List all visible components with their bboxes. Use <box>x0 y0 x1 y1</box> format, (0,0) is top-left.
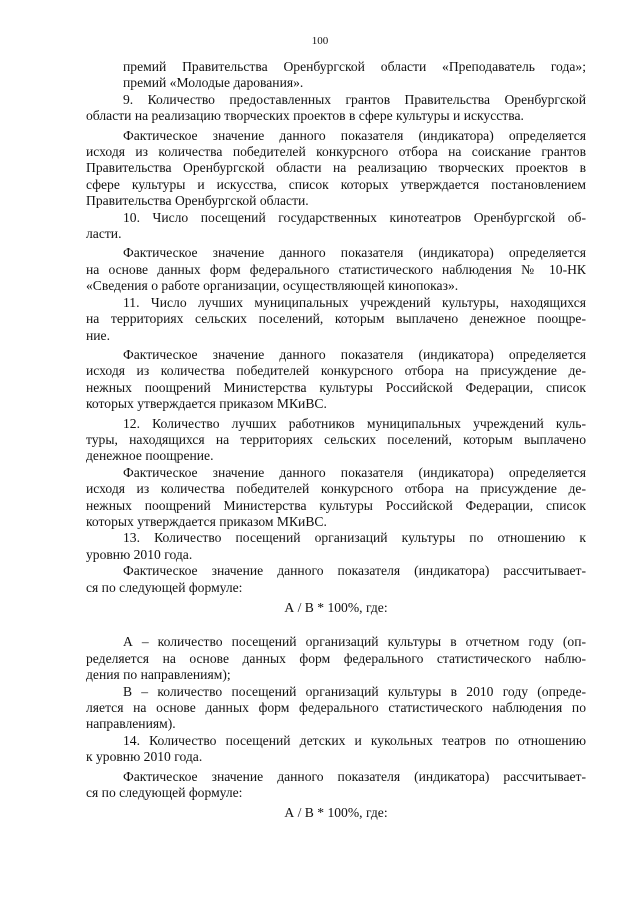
text-line: премий Правительства Оренбургской области «Преподаватель года»; <box>123 59 586 74</box>
paragraph <box>86 563 586 596</box>
text-line: исходя из количества победителей конкурсного отбора на присуждение де- <box>86 481 586 497</box>
text-line: 10. Число посещений государственных кинотеатров Оренбургской об- <box>123 209 586 225</box>
text-line: сфере культуры и искусства, список которых утверждается постановлением <box>86 176 586 192</box>
text-line: на территориях сельских поселений, которым выплачено денежное поощре- <box>86 311 586 327</box>
paragraph <box>86 347 586 413</box>
text-line: к уровню 2010 года. <box>86 749 203 765</box>
text-line: «Сведения о работе организации, осуществляющей кинопоказ». <box>86 278 459 294</box>
text-line: 9. Количество предоставленных грантов Правительства Оренбургской <box>123 91 586 107</box>
paragraph <box>86 684 586 733</box>
paragraph <box>86 128 586 210</box>
text-line: ляется на основе данных форм федерального статистического наблюдения по <box>86 700 586 716</box>
text-line: нежных поощрений Министерства культуры Российской Федерации, список <box>86 497 586 513</box>
text-line: Фактическое значение данного показателя (индикатора) определяется <box>123 245 586 261</box>
paragraph <box>86 245 586 294</box>
text-line: Правительства Оренбургской области. <box>86 193 309 209</box>
text-line: уровню 2010 года. <box>86 546 193 562</box>
text-line: области на реализацию творческих проектов в сфере культуры и искусства. <box>86 108 524 124</box>
text-line: Правительства Оренбургской области на реализацию творческих проектов в <box>86 160 586 176</box>
text-line: на основе данных форм федерального статистического наблюдения № 10-НК <box>86 261 586 277</box>
text-line: которых утверждается приказом МКиВС. <box>86 513 327 529</box>
paragraph <box>86 92 586 125</box>
paragraph <box>86 634 586 683</box>
text-line: направлениям). <box>86 716 176 732</box>
text-line: нежных поощрений Министерства культуры Российской Федерации, список <box>86 379 586 395</box>
text-line: которых утверждается приказом МКиВС. <box>86 396 327 412</box>
paragraph <box>86 295 586 344</box>
text-line: Фактическое значение данного показателя (индикатора) определяется <box>123 464 586 480</box>
text-line: денежное поощрение. <box>86 448 214 464</box>
text-line: 12. Количество лучших работников муниципальных учреждений куль- <box>123 415 586 431</box>
text-line: Фактическое значение данного показателя (индикатора) определяется <box>123 127 586 143</box>
formula: А / В * 100%, где: <box>284 805 388 821</box>
text-line: ся по следующей формуле: <box>86 785 243 801</box>
text-line: 14. Количество посещений детских и кукольных театров по отношению <box>123 732 586 748</box>
text-line: ся по следующей формуле: <box>86 579 243 595</box>
paragraph <box>86 59 586 92</box>
formula: А / В * 100%, где: <box>284 600 388 615</box>
text-line: ласти. <box>86 226 122 242</box>
text-line: премий «Молодые дарования». <box>123 75 304 91</box>
text-line: 11. Число лучших муниципальных учреждений культуры, находящихся <box>123 294 586 310</box>
text-line: Фактическое значение данного показателя (индикатора) определяется <box>123 346 586 362</box>
paragraph <box>86 465 586 531</box>
text-line: исходя из количества победителей конкурсного отбора на соискание грантов <box>86 144 586 160</box>
paragraph <box>86 733 586 766</box>
text-line: дения по направлениям); <box>86 667 231 683</box>
document-body <box>86 59 586 822</box>
paragraph <box>86 530 586 563</box>
paragraph <box>86 769 586 802</box>
text-line: ние. <box>86 327 110 343</box>
paragraph <box>86 416 586 465</box>
text-line: туры, находящихся на территориях сельских поселений, которым выплачено <box>86 431 586 447</box>
text-line: В – количество посещений организаций культуры в 2010 году (опреде- <box>123 683 586 699</box>
text-line: 13. Количество посещений организаций культуры по отношению к <box>123 530 586 546</box>
text-line: исходя из количества победителей конкурсного отбора на присуждение де- <box>86 363 586 379</box>
page-number: 100 <box>311 35 329 47</box>
text-line: Фактическое значение данного показателя (индикатора) рассчитывает- <box>123 768 586 784</box>
text-line: А – количество посещений организаций культуры в отчетном году (оп- <box>123 634 586 650</box>
paragraph <box>86 210 586 243</box>
text-line: Фактическое значение данного показателя (индикатора) рассчитывает- <box>123 563 586 579</box>
text-line: ределяется на основе данных форм федерального статистического наблю- <box>86 650 586 666</box>
